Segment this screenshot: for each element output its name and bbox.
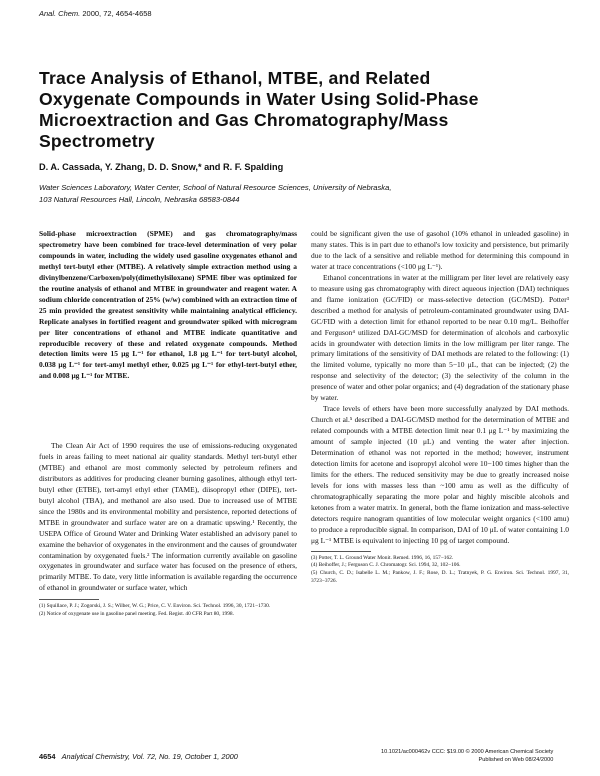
footnotes-right bbox=[311, 555, 569, 586]
affiliation-line: Water Sciences Laboratory, Water Center, School of Natural Resource Sciences, University of Nebraska, bbox=[39, 183, 392, 192]
abstract: Solid-phase microextraction (SPME) and gas chromatography/mass spectrometry have been combined for trace-level determination of very polar compounds in water, including the widely used gasoline oxygenates ethanol and methyl tert-butyl ether (MTBE). A relatively simple extraction method using a divinylbenzene/Carboxen/poly(dimethylsiloxane) SPME fiber was optimized for the routine analysis of ethanol and MTBE in groundwater and reagent water. A sodium chloride concentration of 25% (w/w) combined with an extraction time of 25 min provided the greatest sensitivity while maintaining analytical efficiency. Replicate analyses in fortified reagent and groundwater spiked with microgram per liter concentrations of ethanol and MTBE indicate quantitative and reproducible recovery of these and related oxygenate compounds. Method detection limits were 15 μg L⁻¹ for ethanol, 1.8 μg L⁻¹ for tert-butyl alcohol, 0.038 μg L⁻¹ for tert-amyl methyl ether, 0.025 μg L⁻¹ for ethyl-tert-butyl ether, and 0.008 μg L⁻¹ for MTBE. bbox=[39, 229, 297, 381]
left-column-body bbox=[39, 441, 297, 619]
journal-issue: Analytical Chemistry, Vol. 72, No. 19, October 1, 2000 bbox=[61, 752, 238, 761]
volume-info: 2000, 72, 4654-4658 bbox=[82, 9, 152, 18]
page-number: 4654 bbox=[39, 752, 56, 761]
footnote: (2) Notice of oxygenate use in gasoline panel meeting. Fed. Regist. 40 CFR Part 80, 1998. bbox=[39, 611, 234, 618]
author-list: D. A. Cassada, Y. Zhang, D. D. Snow,* and R. F. Spalding bbox=[39, 162, 284, 172]
page-footer-left bbox=[39, 752, 238, 761]
doi-line: 10.1021/ac000462v CCC: $19.00 © 2000 American Chemical Society bbox=[381, 749, 554, 755]
footnote: (1) Squillace, P. J.; Zogorski, J. S.; Wilber, W. G.; Price, C. V. Environ. Sci. Technol. 1996, 30, 1721−1730. bbox=[39, 603, 271, 610]
page-footer-right bbox=[381, 749, 553, 764]
title-line: Microextraction and Gas Chromatography/Mass bbox=[39, 110, 449, 130]
journal-citation bbox=[39, 9, 152, 18]
published-line: Published on Web 08/24/2000 bbox=[478, 756, 554, 763]
affiliation bbox=[39, 182, 391, 206]
title-line: Spectrometry bbox=[39, 131, 155, 151]
affiliation-line: 103 Natural Resources Hall, Lincoln, Nebraska 68583-0844 bbox=[39, 195, 240, 204]
footnote: (5) Church, C. D.; Isabelle L. M.; Pankow, J. F.; Rose, D. L.; Tratnyek, P. G. Environ. Sci. Technol. 1997, 31, 3723−3726. bbox=[311, 570, 569, 585]
right-column-body bbox=[311, 229, 569, 586]
paper-title bbox=[39, 68, 569, 152]
footnote: (3) Potter, T. L. Ground Water Monit. Remed. 1996, 16, 157−162. bbox=[311, 554, 454, 561]
footnote-rule bbox=[39, 599, 99, 600]
body-paragraph: Trace levels of ethers have been more successfully analyzed by DAI methods. Church et al.⁵ described a DAI-GC/MSD method for the determination of MTBE and related compounds with a MTBE detection limit near 0.1 μg L⁻¹ by maximizing the amount of sample injected (10 μL) and venting the water after injection. Determination of ethanol was not reported in the method; however, instrument detection limits for acetone and isopropyl alcohol were 10−100 times higher than the limits for the ethers. The reduced sensitivity may be due to greatly increased noise levels for ions with masses less than ~100 amu as well as the difficulty of chromatographically separating the more polar and highly miscible alcohols and ketones from a water matrix. In general, both the flame ionization and mass-selective detectors require nanogram quantities of low molecular weight organics (<100 amu) to produce a reproducible signal. In comparison, DAI of 10 μL of water containing 1.0 μg L⁻¹ MTBE is equivalent to injecting 10 pg of target compound. bbox=[311, 404, 569, 545]
title-line: Trace Analysis of Ethanol, MTBE, and Related bbox=[39, 68, 431, 88]
footnote: (4) Beihoffer, J.; Ferguson C. J. Chromatogr. Sci. 1994, 32, 102−106. bbox=[311, 562, 461, 569]
title-line: Oxygenate Compounds in Water Using Solid-Phase bbox=[39, 89, 479, 109]
footnote-rule bbox=[311, 551, 371, 552]
footnotes-left bbox=[39, 603, 297, 619]
body-paragraph: Ethanol concentrations in water at the milligram per liter level are relatively easy to measure using gas chromatography with direct aqueous injection (DAI) techniques and flame ionization (GC/FID) or mass-selective detection (GC/MSD). Potter³ described a method for analysis of petroleum-contaminated groundwater using DAI-GC/FID with a detection limit for ethanol reported to be near 0.10 mg/L. Beihoffer and Ferguson⁴ utilized DAI-GC/MSD for determination of alcohols and carboxylic acids in groundwater with detection limits in the low milligram per liter range. The primary limitations of the sensitivity of DAI methods are related to the following: (1) the limited volume, typically no more than 5−10 μL, that can be injected; (2) the response and selectivity of the detector; (3) the selectivity of the column in the presence of water and other polar organics; and (4) degradation of the stationary phase by water. bbox=[311, 272, 569, 403]
journal-name: Anal. Chem. bbox=[39, 9, 81, 18]
body-paragraph: The Clean Air Act of 1990 requires the use of emissions-reducing oxygenated fuels in areas failing to meet national air quality standards. Methyl tert-butyl ether (MTBE) and ethanol are most commonly selected by petroleum refiners and distributors as additives for producing cleaner burning gasolines, although ethyl tert-butyl ether (ETBE), tert-amyl ethyl ether (TAME), diisopropyl ether (DIPE), tert-butyl alcohol (TBA), and methanol are also used. Due to increased use of MTBE since the 1980s and its environmental mobility and persistence, reported detections of MTBE in groundwater and surface water are on a dramatic upswing.¹ Recently, the USEPA Office of Ground Water and Drinking Water established an advisory panel to examine the behavior of oxygenates in the environment and the causes of groundwater contamination by oxygenated fuels.² The information currently available on gasoline oxygenates in groundwater and surface water has focused on the presence of ethers, primarily MTBE. To date, very little information is available regarding the occurrence of ethanol in groundwater or surface water, which bbox=[39, 441, 297, 593]
body-paragraph: could be significant given the use of gasohol (10% ethanol in unleaded gasoline) in many states. This is in part due to ethanol's low toxicity and persistence, but primarily due to the lack of a sensitive and reliable method for determining this compound in water at trace concentrations (<100 μg L⁻¹). bbox=[311, 229, 569, 271]
